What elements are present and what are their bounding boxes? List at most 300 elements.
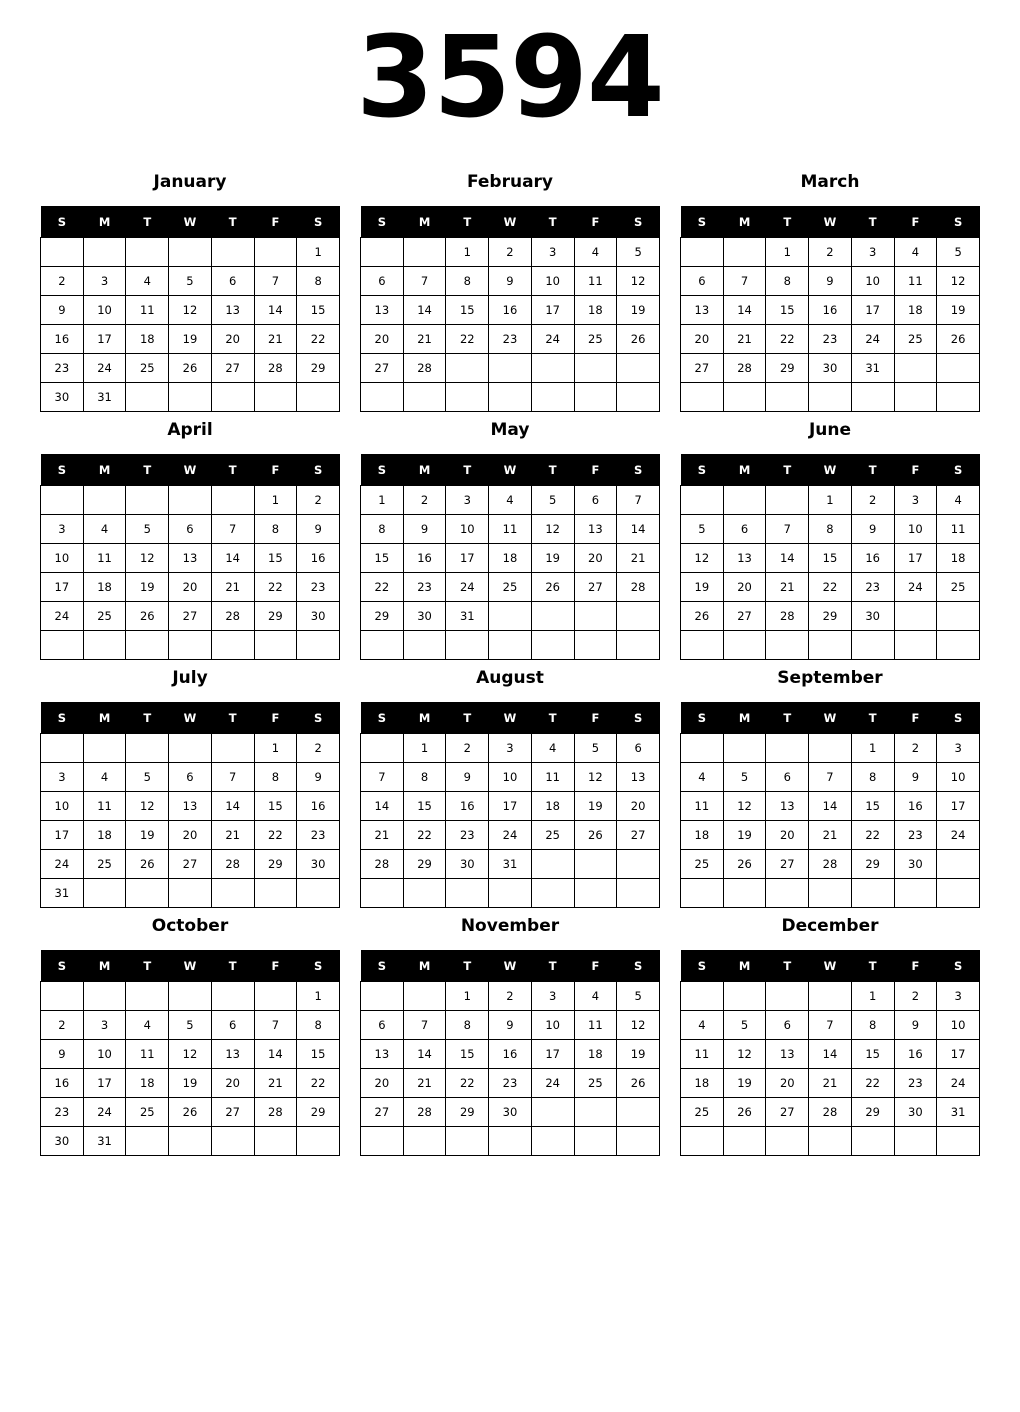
- day-cell[interactable]: 1: [254, 734, 297, 763]
- day-cell[interactable]: 20: [723, 573, 766, 602]
- day-cell[interactable]: 26: [531, 573, 574, 602]
- day-cell[interactable]: 29: [297, 354, 340, 383]
- day-cell[interactable]: 16: [446, 792, 489, 821]
- day-cell[interactable]: 1: [851, 734, 894, 763]
- day-cell[interactable]: 2: [894, 982, 937, 1011]
- day-cell[interactable]: 7: [254, 267, 297, 296]
- day-cell[interactable]: 15: [297, 1040, 340, 1069]
- day-cell[interactable]: 24: [937, 1069, 980, 1098]
- day-cell[interactable]: 1: [446, 238, 489, 267]
- day-cell[interactable]: 30: [894, 1098, 937, 1127]
- day-cell[interactable]: 7: [211, 763, 254, 792]
- day-cell[interactable]: 5: [126, 515, 169, 544]
- day-cell[interactable]: 2: [41, 1011, 84, 1040]
- day-cell[interactable]: 4: [681, 1011, 724, 1040]
- day-cell[interactable]: 1: [254, 486, 297, 515]
- day-cell[interactable]: 20: [681, 325, 724, 354]
- day-cell[interactable]: 2: [446, 734, 489, 763]
- day-cell[interactable]: 15: [297, 296, 340, 325]
- day-cell[interactable]: 23: [41, 354, 84, 383]
- day-cell[interactable]: 25: [681, 850, 724, 879]
- day-cell[interactable]: 7: [809, 763, 852, 792]
- day-cell[interactable]: 25: [894, 325, 937, 354]
- day-cell[interactable]: 12: [126, 544, 169, 573]
- day-cell[interactable]: 3: [894, 486, 937, 515]
- day-cell[interactable]: 18: [83, 821, 126, 850]
- day-cell[interactable]: 22: [766, 325, 809, 354]
- day-cell[interactable]: 5: [723, 763, 766, 792]
- day-cell[interactable]: 2: [809, 238, 852, 267]
- day-cell[interactable]: 17: [489, 792, 532, 821]
- day-cell[interactable]: 2: [403, 486, 446, 515]
- day-cell[interactable]: 5: [126, 763, 169, 792]
- day-cell[interactable]: 28: [361, 850, 404, 879]
- day-cell[interactable]: 28: [723, 354, 766, 383]
- day-cell[interactable]: 27: [617, 821, 660, 850]
- day-cell[interactable]: 26: [723, 850, 766, 879]
- day-cell[interactable]: 27: [574, 573, 617, 602]
- day-cell[interactable]: 9: [41, 296, 84, 325]
- day-cell[interactable]: 19: [617, 296, 660, 325]
- day-cell[interactable]: 2: [894, 734, 937, 763]
- day-cell[interactable]: 11: [83, 544, 126, 573]
- day-cell[interactable]: 19: [574, 792, 617, 821]
- day-cell[interactable]: 16: [489, 296, 532, 325]
- day-cell[interactable]: 19: [617, 1040, 660, 1069]
- day-cell[interactable]: 22: [297, 325, 340, 354]
- day-cell[interactable]: 30: [41, 1127, 84, 1156]
- day-cell[interactable]: 17: [531, 296, 574, 325]
- day-cell[interactable]: 19: [126, 573, 169, 602]
- day-cell[interactable]: 28: [766, 602, 809, 631]
- day-cell[interactable]: 22: [851, 1069, 894, 1098]
- day-cell[interactable]: 20: [169, 573, 212, 602]
- day-cell[interactable]: 15: [254, 792, 297, 821]
- day-cell[interactable]: 18: [126, 1069, 169, 1098]
- day-cell[interactable]: 1: [851, 982, 894, 1011]
- day-cell[interactable]: 9: [403, 515, 446, 544]
- day-cell[interactable]: 3: [83, 267, 126, 296]
- day-cell[interactable]: 16: [41, 325, 84, 354]
- day-cell[interactable]: 21: [254, 325, 297, 354]
- day-cell[interactable]: 26: [126, 850, 169, 879]
- day-cell[interactable]: 30: [894, 850, 937, 879]
- day-cell[interactable]: 5: [937, 238, 980, 267]
- day-cell[interactable]: 25: [574, 325, 617, 354]
- day-cell[interactable]: 14: [254, 1040, 297, 1069]
- day-cell[interactable]: 6: [211, 1011, 254, 1040]
- day-cell[interactable]: 20: [766, 1069, 809, 1098]
- day-cell[interactable]: 15: [851, 1040, 894, 1069]
- day-cell[interactable]: 25: [489, 573, 532, 602]
- day-cell[interactable]: 19: [723, 1069, 766, 1098]
- day-cell[interactable]: 25: [574, 1069, 617, 1098]
- day-cell[interactable]: 29: [403, 850, 446, 879]
- day-cell[interactable]: 10: [531, 1011, 574, 1040]
- day-cell[interactable]: 13: [169, 544, 212, 573]
- day-cell[interactable]: 28: [211, 850, 254, 879]
- day-cell[interactable]: 24: [937, 821, 980, 850]
- day-cell[interactable]: 15: [361, 544, 404, 573]
- day-cell[interactable]: 2: [489, 982, 532, 1011]
- day-cell[interactable]: 13: [723, 544, 766, 573]
- day-cell[interactable]: 14: [361, 792, 404, 821]
- day-cell[interactable]: 20: [361, 1069, 404, 1098]
- day-cell[interactable]: 13: [361, 1040, 404, 1069]
- day-cell[interactable]: 6: [361, 267, 404, 296]
- day-cell[interactable]: 21: [723, 325, 766, 354]
- day-cell[interactable]: 3: [41, 515, 84, 544]
- day-cell[interactable]: 27: [169, 602, 212, 631]
- day-cell[interactable]: 29: [297, 1098, 340, 1127]
- day-cell[interactable]: 5: [617, 982, 660, 1011]
- day-cell[interactable]: 26: [169, 354, 212, 383]
- day-cell[interactable]: 11: [937, 515, 980, 544]
- day-cell[interactable]: 3: [489, 734, 532, 763]
- day-cell[interactable]: 9: [894, 763, 937, 792]
- day-cell[interactable]: 21: [403, 1069, 446, 1098]
- day-cell[interactable]: 14: [403, 296, 446, 325]
- day-cell[interactable]: 14: [211, 792, 254, 821]
- day-cell[interactable]: 9: [894, 1011, 937, 1040]
- day-cell[interactable]: 10: [851, 267, 894, 296]
- day-cell[interactable]: 1: [766, 238, 809, 267]
- day-cell[interactable]: 14: [617, 515, 660, 544]
- day-cell[interactable]: 12: [617, 267, 660, 296]
- day-cell[interactable]: 12: [574, 763, 617, 792]
- day-cell[interactable]: 27: [766, 1098, 809, 1127]
- day-cell[interactable]: 15: [809, 544, 852, 573]
- day-cell[interactable]: 14: [809, 1040, 852, 1069]
- day-cell[interactable]: 27: [211, 354, 254, 383]
- day-cell[interactable]: 8: [254, 515, 297, 544]
- day-cell[interactable]: 17: [894, 544, 937, 573]
- day-cell[interactable]: 3: [41, 763, 84, 792]
- day-cell[interactable]: 5: [531, 486, 574, 515]
- day-cell[interactable]: 9: [446, 763, 489, 792]
- day-cell[interactable]: 23: [809, 325, 852, 354]
- day-cell[interactable]: 6: [766, 763, 809, 792]
- day-cell[interactable]: 24: [851, 325, 894, 354]
- day-cell[interactable]: 13: [169, 792, 212, 821]
- day-cell[interactable]: 10: [894, 515, 937, 544]
- day-cell[interactable]: 21: [617, 544, 660, 573]
- day-cell[interactable]: 28: [254, 354, 297, 383]
- day-cell[interactable]: 7: [254, 1011, 297, 1040]
- day-cell[interactable]: 1: [446, 982, 489, 1011]
- day-cell[interactable]: 22: [446, 325, 489, 354]
- day-cell[interactable]: 25: [126, 1098, 169, 1127]
- day-cell[interactable]: 31: [83, 1127, 126, 1156]
- day-cell[interactable]: 19: [937, 296, 980, 325]
- day-cell[interactable]: 6: [766, 1011, 809, 1040]
- day-cell[interactable]: 26: [617, 325, 660, 354]
- day-cell[interactable]: 11: [894, 267, 937, 296]
- day-cell[interactable]: 29: [361, 602, 404, 631]
- day-cell[interactable]: 31: [489, 850, 532, 879]
- day-cell[interactable]: 31: [83, 383, 126, 412]
- day-cell[interactable]: 17: [446, 544, 489, 573]
- day-cell[interactable]: 14: [809, 792, 852, 821]
- day-cell[interactable]: 15: [766, 296, 809, 325]
- day-cell[interactable]: 2: [297, 734, 340, 763]
- day-cell[interactable]: 24: [41, 850, 84, 879]
- day-cell[interactable]: 27: [681, 354, 724, 383]
- day-cell[interactable]: 16: [403, 544, 446, 573]
- day-cell[interactable]: 20: [211, 325, 254, 354]
- day-cell[interactable]: 24: [83, 354, 126, 383]
- day-cell[interactable]: 23: [489, 325, 532, 354]
- day-cell[interactable]: 18: [489, 544, 532, 573]
- day-cell[interactable]: 13: [211, 296, 254, 325]
- day-cell[interactable]: 4: [489, 486, 532, 515]
- day-cell[interactable]: 17: [83, 1069, 126, 1098]
- day-cell[interactable]: 30: [41, 383, 84, 412]
- day-cell[interactable]: 20: [169, 821, 212, 850]
- day-cell[interactable]: 12: [126, 792, 169, 821]
- day-cell[interactable]: 20: [574, 544, 617, 573]
- day-cell[interactable]: 25: [937, 573, 980, 602]
- day-cell[interactable]: 28: [211, 602, 254, 631]
- day-cell[interactable]: 23: [894, 1069, 937, 1098]
- day-cell[interactable]: 21: [211, 821, 254, 850]
- day-cell[interactable]: 14: [723, 296, 766, 325]
- day-cell[interactable]: 16: [297, 792, 340, 821]
- day-cell[interactable]: 28: [403, 1098, 446, 1127]
- day-cell[interactable]: 3: [446, 486, 489, 515]
- day-cell[interactable]: 14: [211, 544, 254, 573]
- day-cell[interactable]: 12: [531, 515, 574, 544]
- day-cell[interactable]: 6: [169, 515, 212, 544]
- day-cell[interactable]: 10: [489, 763, 532, 792]
- day-cell[interactable]: 26: [126, 602, 169, 631]
- day-cell[interactable]: 19: [681, 573, 724, 602]
- day-cell[interactable]: 15: [851, 792, 894, 821]
- day-cell[interactable]: 14: [403, 1040, 446, 1069]
- day-cell[interactable]: 6: [574, 486, 617, 515]
- day-cell[interactable]: 31: [446, 602, 489, 631]
- day-cell[interactable]: 29: [851, 850, 894, 879]
- day-cell[interactable]: 21: [403, 325, 446, 354]
- day-cell[interactable]: 7: [766, 515, 809, 544]
- day-cell[interactable]: 20: [211, 1069, 254, 1098]
- day-cell[interactable]: 22: [446, 1069, 489, 1098]
- day-cell[interactable]: 4: [937, 486, 980, 515]
- day-cell[interactable]: 15: [446, 1040, 489, 1069]
- day-cell[interactable]: 10: [937, 763, 980, 792]
- day-cell[interactable]: 5: [169, 267, 212, 296]
- day-cell[interactable]: 4: [126, 267, 169, 296]
- day-cell[interactable]: 8: [361, 515, 404, 544]
- day-cell[interactable]: 17: [937, 792, 980, 821]
- day-cell[interactable]: 20: [766, 821, 809, 850]
- day-cell[interactable]: 3: [531, 238, 574, 267]
- day-cell[interactable]: 13: [361, 296, 404, 325]
- day-cell[interactable]: 4: [574, 982, 617, 1011]
- day-cell[interactable]: 29: [766, 354, 809, 383]
- day-cell[interactable]: 21: [361, 821, 404, 850]
- day-cell[interactable]: 26: [723, 1098, 766, 1127]
- day-cell[interactable]: 21: [809, 821, 852, 850]
- day-cell[interactable]: 6: [211, 267, 254, 296]
- day-cell[interactable]: 17: [41, 573, 84, 602]
- day-cell[interactable]: 12: [937, 267, 980, 296]
- day-cell[interactable]: 24: [41, 602, 84, 631]
- day-cell[interactable]: 9: [809, 267, 852, 296]
- day-cell[interactable]: 16: [297, 544, 340, 573]
- day-cell[interactable]: 18: [937, 544, 980, 573]
- day-cell[interactable]: 3: [851, 238, 894, 267]
- day-cell[interactable]: 15: [403, 792, 446, 821]
- day-cell[interactable]: 19: [531, 544, 574, 573]
- day-cell[interactable]: 23: [297, 573, 340, 602]
- day-cell[interactable]: 20: [617, 792, 660, 821]
- day-cell[interactable]: 28: [809, 1098, 852, 1127]
- day-cell[interactable]: 12: [617, 1011, 660, 1040]
- day-cell[interactable]: 21: [809, 1069, 852, 1098]
- day-cell[interactable]: 7: [361, 763, 404, 792]
- day-cell[interactable]: 15: [254, 544, 297, 573]
- day-cell[interactable]: 8: [766, 267, 809, 296]
- day-cell[interactable]: 13: [766, 792, 809, 821]
- day-cell[interactable]: 17: [531, 1040, 574, 1069]
- day-cell[interactable]: 10: [41, 792, 84, 821]
- day-cell[interactable]: 8: [297, 267, 340, 296]
- day-cell[interactable]: 8: [851, 763, 894, 792]
- day-cell[interactable]: 16: [894, 792, 937, 821]
- day-cell[interactable]: 26: [681, 602, 724, 631]
- day-cell[interactable]: 7: [403, 267, 446, 296]
- day-cell[interactable]: 26: [574, 821, 617, 850]
- day-cell[interactable]: 19: [126, 821, 169, 850]
- day-cell[interactable]: 18: [83, 573, 126, 602]
- day-cell[interactable]: 4: [126, 1011, 169, 1040]
- day-cell[interactable]: 30: [489, 1098, 532, 1127]
- day-cell[interactable]: 1: [361, 486, 404, 515]
- day-cell[interactable]: 22: [851, 821, 894, 850]
- day-cell[interactable]: 23: [297, 821, 340, 850]
- day-cell[interactable]: 2: [41, 267, 84, 296]
- day-cell[interactable]: 9: [297, 515, 340, 544]
- day-cell[interactable]: 8: [254, 763, 297, 792]
- day-cell[interactable]: 19: [723, 821, 766, 850]
- day-cell[interactable]: 18: [126, 325, 169, 354]
- day-cell[interactable]: 25: [531, 821, 574, 850]
- day-cell[interactable]: 24: [83, 1098, 126, 1127]
- day-cell[interactable]: 29: [851, 1098, 894, 1127]
- day-cell[interactable]: 2: [297, 486, 340, 515]
- day-cell[interactable]: 10: [41, 544, 84, 573]
- day-cell[interactable]: 18: [681, 1069, 724, 1098]
- day-cell[interactable]: 3: [937, 734, 980, 763]
- day-cell[interactable]: 7: [617, 486, 660, 515]
- day-cell[interactable]: 3: [937, 982, 980, 1011]
- day-cell[interactable]: 13: [766, 1040, 809, 1069]
- day-cell[interactable]: 22: [297, 1069, 340, 1098]
- day-cell[interactable]: 1: [403, 734, 446, 763]
- day-cell[interactable]: 8: [809, 515, 852, 544]
- day-cell[interactable]: 5: [169, 1011, 212, 1040]
- day-cell[interactable]: 14: [766, 544, 809, 573]
- day-cell[interactable]: 23: [851, 573, 894, 602]
- day-cell[interactable]: 19: [169, 1069, 212, 1098]
- day-cell[interactable]: 27: [723, 602, 766, 631]
- day-cell[interactable]: 28: [809, 850, 852, 879]
- day-cell[interactable]: 6: [617, 734, 660, 763]
- day-cell[interactable]: 30: [403, 602, 446, 631]
- day-cell[interactable]: 18: [681, 821, 724, 850]
- day-cell[interactable]: 18: [531, 792, 574, 821]
- day-cell[interactable]: 12: [723, 792, 766, 821]
- day-cell[interactable]: 22: [254, 821, 297, 850]
- day-cell[interactable]: 16: [851, 544, 894, 573]
- day-cell[interactable]: 8: [446, 1011, 489, 1040]
- day-cell[interactable]: 30: [851, 602, 894, 631]
- day-cell[interactable]: 19: [169, 325, 212, 354]
- day-cell[interactable]: 27: [361, 354, 404, 383]
- day-cell[interactable]: 18: [894, 296, 937, 325]
- day-cell[interactable]: 12: [723, 1040, 766, 1069]
- day-cell[interactable]: 27: [211, 1098, 254, 1127]
- day-cell[interactable]: 9: [851, 515, 894, 544]
- day-cell[interactable]: 8: [851, 1011, 894, 1040]
- day-cell[interactable]: 20: [361, 325, 404, 354]
- day-cell[interactable]: 11: [574, 267, 617, 296]
- day-cell[interactable]: 1: [809, 486, 852, 515]
- day-cell[interactable]: 24: [894, 573, 937, 602]
- day-cell[interactable]: 29: [809, 602, 852, 631]
- day-cell[interactable]: 24: [489, 821, 532, 850]
- day-cell[interactable]: 13: [617, 763, 660, 792]
- day-cell[interactable]: 2: [851, 486, 894, 515]
- day-cell[interactable]: 9: [489, 267, 532, 296]
- day-cell[interactable]: 27: [766, 850, 809, 879]
- day-cell[interactable]: 11: [681, 792, 724, 821]
- day-cell[interactable]: 27: [169, 850, 212, 879]
- day-cell[interactable]: 6: [169, 763, 212, 792]
- day-cell[interactable]: 9: [489, 1011, 532, 1040]
- day-cell[interactable]: 29: [254, 850, 297, 879]
- day-cell[interactable]: 25: [83, 602, 126, 631]
- day-cell[interactable]: 17: [937, 1040, 980, 1069]
- day-cell[interactable]: 11: [574, 1011, 617, 1040]
- day-cell[interactable]: 6: [361, 1011, 404, 1040]
- day-cell[interactable]: 5: [617, 238, 660, 267]
- day-cell[interactable]: 25: [126, 354, 169, 383]
- day-cell[interactable]: 16: [809, 296, 852, 325]
- day-cell[interactable]: 12: [681, 544, 724, 573]
- day-cell[interactable]: 30: [297, 850, 340, 879]
- day-cell[interactable]: 7: [809, 1011, 852, 1040]
- day-cell[interactable]: 10: [83, 1040, 126, 1069]
- day-cell[interactable]: 26: [169, 1098, 212, 1127]
- day-cell[interactable]: 11: [489, 515, 532, 544]
- day-cell[interactable]: 25: [83, 850, 126, 879]
- day-cell[interactable]: 10: [937, 1011, 980, 1040]
- day-cell[interactable]: 7: [723, 267, 766, 296]
- day-cell[interactable]: 4: [83, 763, 126, 792]
- day-cell[interactable]: 4: [681, 763, 724, 792]
- day-cell[interactable]: 4: [83, 515, 126, 544]
- day-cell[interactable]: 13: [574, 515, 617, 544]
- day-cell[interactable]: 13: [211, 1040, 254, 1069]
- day-cell[interactable]: 5: [681, 515, 724, 544]
- day-cell[interactable]: 5: [574, 734, 617, 763]
- day-cell[interactable]: 12: [169, 1040, 212, 1069]
- day-cell[interactable]: 6: [723, 515, 766, 544]
- day-cell[interactable]: 28: [617, 573, 660, 602]
- day-cell[interactable]: 26: [937, 325, 980, 354]
